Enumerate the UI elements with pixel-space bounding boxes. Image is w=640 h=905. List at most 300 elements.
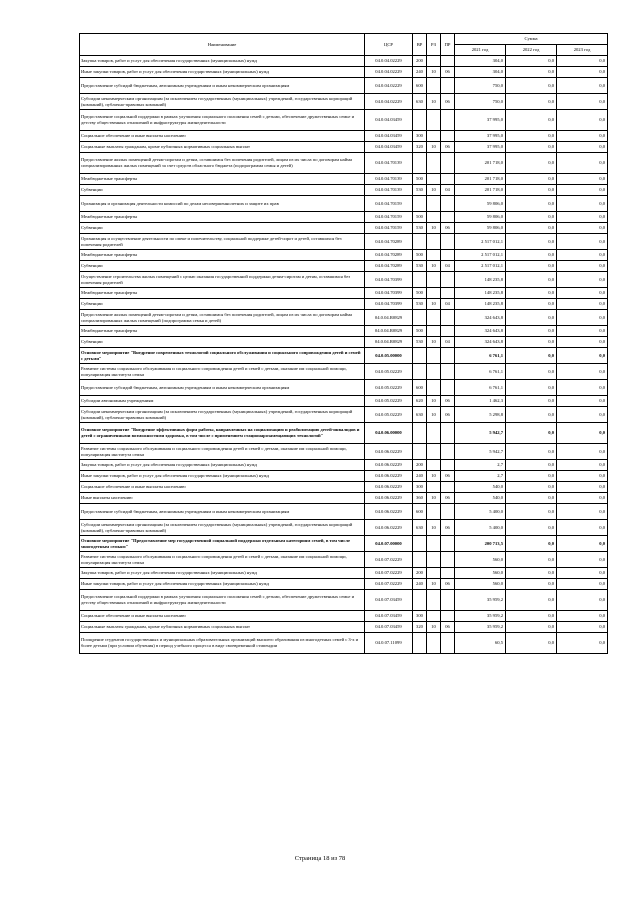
header-name: Наименование xyxy=(80,34,365,56)
table-row xyxy=(80,223,608,234)
row-name-cell: Иные выплаты населению xyxy=(80,493,365,504)
row-sum-2021-cell: 201 718,0 xyxy=(455,174,506,185)
row-sum-2022-cell: 0,0 xyxy=(506,622,557,633)
table-row xyxy=(80,142,608,153)
row-vr-cell: 530 xyxy=(413,223,427,234)
row-sum-2022-cell: 0,0 xyxy=(506,78,557,94)
row-rz-cell xyxy=(427,380,441,396)
row-sum-2023-cell: 0,0 xyxy=(557,622,608,633)
row-sum-2022-cell: 0,0 xyxy=(506,504,557,520)
table-row xyxy=(80,504,608,520)
row-sum-2022-cell: 0,0 xyxy=(506,234,557,250)
row-sum-2023-cell: 0,0 xyxy=(557,536,608,552)
row-pr-cell xyxy=(441,153,455,174)
row-vr-cell: 300 xyxy=(413,482,427,493)
row-vr-cell: 500 xyxy=(413,250,427,261)
row-sum-2022-cell: 0,0 xyxy=(506,348,557,364)
row-sum-2022-cell: 0,0 xyxy=(506,611,557,622)
row-vr-cell: 600 xyxy=(413,78,427,94)
row-sum-2021-cell: 2 517 012,1 xyxy=(455,261,506,272)
row-csr-cell: 04.0.07.11099 xyxy=(365,633,413,654)
row-rz-cell xyxy=(427,364,441,380)
row-vr-cell xyxy=(413,110,427,131)
row-sum-2022-cell: 0,0 xyxy=(506,153,557,174)
row-sum-2023-cell: 0,0 xyxy=(557,250,608,261)
row-sum-2023-cell: 0,0 xyxy=(557,261,608,272)
row-sum-2022-cell: 0,0 xyxy=(506,493,557,504)
row-csr-cell: 04.0.06.00000 xyxy=(365,423,413,444)
row-sum-2021-cell: 5 400,0 xyxy=(455,504,506,520)
row-sum-2021-cell: 37 995,0 xyxy=(455,142,506,153)
table-row xyxy=(80,536,608,552)
table-row xyxy=(80,153,608,174)
row-csr-cell: 04.0.05.02229 xyxy=(365,407,413,423)
row-sum-2023-cell: 0,0 xyxy=(557,568,608,579)
row-pr-cell: 04 xyxy=(441,337,455,348)
row-rz-cell xyxy=(427,110,441,131)
row-sum-2021-cell: 6 761,1 xyxy=(455,364,506,380)
table-row xyxy=(80,579,608,590)
row-pr-cell xyxy=(441,288,455,299)
row-name-cell: Закупка товаров, работ и услуг для обеспечения государственных (муниципальных) нужд xyxy=(80,568,365,579)
row-sum-2022-cell: 0,0 xyxy=(506,482,557,493)
table-row xyxy=(80,67,608,78)
row-sum-2021-cell: 6 761,1 xyxy=(455,380,506,396)
row-sum-2022-cell: 0,0 xyxy=(506,56,557,67)
row-sum-2023-cell: 0,0 xyxy=(557,174,608,185)
row-pr-cell xyxy=(441,196,455,212)
row-name-cell: Социальное обеспечение и иные выплаты населению xyxy=(80,611,365,622)
table-row xyxy=(80,78,608,94)
row-rz-cell xyxy=(427,212,441,223)
row-vr-cell xyxy=(413,234,427,250)
row-vr-cell: 320 xyxy=(413,142,427,153)
row-rz-cell: 10 xyxy=(427,94,441,110)
row-name-cell: Иные закупки товаров, работ и услуг для обеспечения государственных (муниципальных) нужд xyxy=(80,67,365,78)
row-pr-cell: 06 xyxy=(441,94,455,110)
table-row xyxy=(80,288,608,299)
table-row xyxy=(80,185,608,196)
row-rz-cell xyxy=(427,272,441,288)
row-csr-cell: 04.0.04.70289 xyxy=(365,234,413,250)
row-sum-2022-cell: 0,0 xyxy=(506,536,557,552)
row-csr-cell: 04.0.04.R0829 xyxy=(365,326,413,337)
row-sum-2023-cell: 0,0 xyxy=(557,611,608,622)
row-csr-cell: 04.0.06.02229 xyxy=(365,504,413,520)
row-name-cell: Иные закупки товаров, работ и услуг для обеспечения государственных (муниципальных) нужд xyxy=(80,579,365,590)
row-sum-2022-cell: 0,0 xyxy=(506,174,557,185)
row-sum-2022-cell: 0,0 xyxy=(506,67,557,78)
row-rz-cell xyxy=(427,504,441,520)
row-sum-2021-cell: 37 995,0 xyxy=(455,110,506,131)
row-sum-2022-cell: 0,0 xyxy=(506,552,557,568)
row-sum-2022-cell: 0,0 xyxy=(506,94,557,110)
row-sum-2021-cell: 750,0 xyxy=(455,94,506,110)
row-pr-cell: 06 xyxy=(441,142,455,153)
row-sum-2021-cell: 6 761,1 xyxy=(455,348,506,364)
table-row xyxy=(80,56,608,67)
row-name-cell: Социальное обеспечение и иные выплаты населению xyxy=(80,131,365,142)
row-name-cell: Субвенции xyxy=(80,337,365,348)
row-sum-2021-cell: 324 643,8 xyxy=(455,310,506,326)
row-pr-cell xyxy=(441,234,455,250)
row-csr-cell: 04.0.04.70159 xyxy=(365,212,413,223)
row-sum-2022-cell: 0,0 xyxy=(506,590,557,611)
row-pr-cell: 04 xyxy=(441,261,455,272)
row-sum-2023-cell: 0,0 xyxy=(557,423,608,444)
row-rz-cell xyxy=(427,288,441,299)
row-name-cell: Основное мероприятие "Внедрение современных технологий социального обслуживания и социального сопровождения детей и семей с детьми" xyxy=(80,348,365,364)
row-rz-cell xyxy=(427,568,441,579)
row-rz-cell xyxy=(427,348,441,364)
row-sum-2023-cell: 0,0 xyxy=(557,482,608,493)
row-vr-cell xyxy=(413,423,427,444)
row-vr-cell: 320 xyxy=(413,622,427,633)
row-sum-2021-cell: 60,5 xyxy=(455,633,506,654)
row-sum-2021-cell: 37 995,0 xyxy=(455,131,506,142)
row-sum-2021-cell: 324 643,8 xyxy=(455,326,506,337)
row-pr-cell: 06 xyxy=(441,579,455,590)
row-sum-2021-cell: 1 462,3 xyxy=(455,396,506,407)
row-sum-2022-cell: 0,0 xyxy=(506,520,557,536)
table-row xyxy=(80,552,608,568)
row-name-cell: Субсидии некоммерческим организациям (за исключением государственных (муниципальных) учреждений, государственных корпораций (компаний), публично-правовых компаний) xyxy=(80,94,365,110)
row-sum-2021-cell: 540,0 xyxy=(455,482,506,493)
row-sum-2023-cell: 0,0 xyxy=(557,288,608,299)
row-csr-cell: 04.0.04.70139 xyxy=(365,185,413,196)
table-row xyxy=(80,310,608,326)
row-sum-2023-cell: 0,0 xyxy=(557,348,608,364)
row-vr-cell: 360 xyxy=(413,493,427,504)
row-name-cell: Субсидии некоммерческим организациям (за исключением государственных (муниципальных) учреждений, государственных корпораций (компаний), публично-правовых компаний) xyxy=(80,520,365,536)
row-name-cell: Поощрение студентов государственных и муниципальных образовательных организаций высшего образования из многодетных семей с 3-х и более детьми (при условии обучения) в период учебного процесса в виде своевременной стипендии xyxy=(80,633,365,654)
table-row xyxy=(80,493,608,504)
table-row xyxy=(80,407,608,423)
row-sum-2021-cell: 5 942,7 xyxy=(455,423,506,444)
row-rz-cell xyxy=(427,153,441,174)
row-name-cell: Организация и организация деятельности комиссий по делам несовершеннолетних и защите их прав xyxy=(80,196,365,212)
row-pr-cell: 04 xyxy=(441,299,455,310)
row-csr-cell: 04.0.04.03459 xyxy=(365,110,413,131)
row-name-cell: Основное мероприятие "Предоставление мер государственной социальной поддержки отдельным категориям семей, в том числе многодетным семьям" xyxy=(80,536,365,552)
budget-table-sheet xyxy=(79,33,607,654)
row-sum-2023-cell: 0,0 xyxy=(557,185,608,196)
row-vr-cell xyxy=(413,536,427,552)
row-rz-cell: 10 xyxy=(427,185,441,196)
row-csr-cell: 04.0.04.R0829 xyxy=(365,310,413,326)
table-row xyxy=(80,568,608,579)
row-csr-cell: 04.0.06.02229 xyxy=(365,493,413,504)
header-year-2021: 2021 год xyxy=(455,45,506,56)
table-row xyxy=(80,520,608,536)
row-pr-cell: 06 xyxy=(441,520,455,536)
row-name-cell: Межбюджетные трансферты xyxy=(80,326,365,337)
row-csr-cell: 04.0.04.70289 xyxy=(365,261,413,272)
table-row xyxy=(80,234,608,250)
row-name-cell: Социальное обеспечение и иные выплаты населению xyxy=(80,482,365,493)
row-vr-cell xyxy=(413,633,427,654)
row-pr-cell xyxy=(441,110,455,131)
row-vr-cell: 300 xyxy=(413,611,427,622)
row-vr-cell: 500 xyxy=(413,288,427,299)
row-sum-2022-cell: 0,0 xyxy=(506,364,557,380)
row-sum-2022-cell: 0,0 xyxy=(506,142,557,153)
row-rz-cell xyxy=(427,460,441,471)
row-sum-2023-cell: 0,0 xyxy=(557,131,608,142)
row-sum-2023-cell: 0,0 xyxy=(557,471,608,482)
row-csr-cell: 04.0.04.70399 xyxy=(365,288,413,299)
row-pr-cell xyxy=(441,611,455,622)
row-csr-cell: 04.0.07.03459 xyxy=(365,622,413,633)
row-sum-2021-cell: 560,0 xyxy=(455,579,506,590)
row-rz-cell: 10 xyxy=(427,223,441,234)
row-pr-cell: 06 xyxy=(441,396,455,407)
row-name-cell: Иные закупки товаров, работ и услуг для обеспечения государственных (муниципальных) нужд xyxy=(80,471,365,482)
row-sum-2023-cell: 0,0 xyxy=(557,493,608,504)
table-row xyxy=(80,482,608,493)
row-pr-cell xyxy=(441,504,455,520)
row-csr-cell: 04.0.04.R0829 xyxy=(365,337,413,348)
header-year-2022: 2022 год xyxy=(506,45,557,56)
row-sum-2023-cell: 0,0 xyxy=(557,380,608,396)
row-sum-2023-cell: 0,0 xyxy=(557,633,608,654)
row-csr-cell: 04.0.07.02229 xyxy=(365,579,413,590)
row-rz-cell xyxy=(427,633,441,654)
row-sum-2023-cell: 0,0 xyxy=(557,78,608,94)
row-csr-cell: 04.0.06.02229 xyxy=(365,444,413,460)
row-csr-cell: 04.0.05.00000 xyxy=(365,348,413,364)
row-vr-cell: 600 xyxy=(413,380,427,396)
page-number: Страница 18 из 78 xyxy=(294,855,346,862)
row-name-cell: Социальные выплаты гражданам, кроме публичных нормативных социальных выплат xyxy=(80,142,365,153)
row-csr-cell: 04.0.05.02229 xyxy=(365,396,413,407)
row-name-cell: Предоставление социальной поддержки в рамках улучшения социального положения семей с детьми, обеспечение дружественных семье и детству общественных отношений и инфраструктуры жизнедеятельности xyxy=(80,110,365,131)
row-name-cell: Предоставление жилых помещений детям-сиротам и детям, оставшимся без попечения родителей, лицам из их числа по договорам найма специализированных жилых помещений (подпрограмма семья и детей) xyxy=(80,310,365,326)
row-sum-2021-cell: 560,0 xyxy=(455,568,506,579)
row-sum-2022-cell: 0,0 xyxy=(506,223,557,234)
row-rz-cell xyxy=(427,310,441,326)
row-rz-cell xyxy=(427,78,441,94)
row-csr-cell: 04.0.04.70399 xyxy=(365,299,413,310)
row-vr-cell: 600 xyxy=(413,504,427,520)
row-rz-cell xyxy=(427,590,441,611)
row-sum-2022-cell: 0,0 xyxy=(506,633,557,654)
row-csr-cell: 04.0.04.70139 xyxy=(365,174,413,185)
row-pr-cell xyxy=(441,536,455,552)
row-csr-cell: 04.0.04.02229 xyxy=(365,56,413,67)
table-row xyxy=(80,396,608,407)
row-rz-cell: 10 xyxy=(427,493,441,504)
row-vr-cell: 530 xyxy=(413,337,427,348)
row-name-cell: Предоставление социальной поддержки в рамках улучшения социального положения семей с детьми, обеспечение дружественных семье и детству общественных отношений и инфраструктуры жизнедеятельности xyxy=(80,590,365,611)
row-vr-cell xyxy=(413,153,427,174)
table-row xyxy=(80,444,608,460)
row-sum-2023-cell: 0,0 xyxy=(557,590,608,611)
table-row xyxy=(80,174,608,185)
row-rz-cell xyxy=(427,56,441,67)
row-sum-2021-cell: 304,0 xyxy=(455,67,506,78)
header-csr: ЦСР xyxy=(365,34,413,56)
table-row xyxy=(80,94,608,110)
row-rz-cell: 10 xyxy=(427,622,441,633)
header-vr: ВР xyxy=(413,34,427,56)
row-pr-cell xyxy=(441,444,455,460)
row-name-cell: Развитие системы социального обслуживания и социального сопровождения детей и семей с детьми, оказание им социальной помощи, популяризация института семьи xyxy=(80,444,365,460)
row-sum-2023-cell: 0,0 xyxy=(557,142,608,153)
header-pr: ПР xyxy=(441,34,455,56)
row-rz-cell xyxy=(427,611,441,622)
row-name-cell: Развитие системы социального обслуживания и социального сопровождения детей и семей с детьми, оказание им социальной помощи, популяризация института семьи xyxy=(80,364,365,380)
row-pr-cell xyxy=(441,174,455,185)
row-sum-2021-cell: 540,0 xyxy=(455,493,506,504)
row-csr-cell: 04.0.04.03459 xyxy=(365,131,413,142)
row-sum-2022-cell: 0,0 xyxy=(506,579,557,590)
row-csr-cell: 04.0.07.03459 xyxy=(365,590,413,611)
header-sum: Сумма xyxy=(455,34,608,45)
row-sum-2021-cell: 2,7 xyxy=(455,471,506,482)
row-pr-cell xyxy=(441,364,455,380)
table-row xyxy=(80,326,608,337)
row-pr-cell: 06 xyxy=(441,493,455,504)
row-pr-cell xyxy=(441,250,455,261)
row-sum-2023-cell: 0,0 xyxy=(557,153,608,174)
row-csr-cell: 04.0.07.03459 xyxy=(365,611,413,622)
row-sum-2022-cell: 0,0 xyxy=(506,326,557,337)
table-row xyxy=(80,212,608,223)
row-sum-2022-cell: 0,0 xyxy=(506,250,557,261)
row-sum-2022-cell: 0,0 xyxy=(506,396,557,407)
table-row xyxy=(80,380,608,396)
row-rz-cell xyxy=(427,234,441,250)
row-csr-cell: 04.0.07.02229 xyxy=(365,568,413,579)
table-row xyxy=(80,633,608,654)
row-name-cell: Закупка товаров, работ и услуг для обеспечения государственных (муниципальных) нужд xyxy=(80,56,365,67)
table-row xyxy=(80,590,608,611)
row-name-cell: Межбюджетные трансферты xyxy=(80,212,365,223)
row-vr-cell: 630 xyxy=(413,94,427,110)
row-sum-2022-cell: 0,0 xyxy=(506,288,557,299)
row-sum-2023-cell: 0,0 xyxy=(557,444,608,460)
table-row xyxy=(80,471,608,482)
row-sum-2022-cell: 0,0 xyxy=(506,568,557,579)
row-pr-cell xyxy=(441,423,455,444)
row-sum-2023-cell: 0,0 xyxy=(557,67,608,78)
row-sum-2022-cell: 0,0 xyxy=(506,423,557,444)
row-rz-cell: 10 xyxy=(427,299,441,310)
row-sum-2021-cell: 304,0 xyxy=(455,56,506,67)
table-row xyxy=(80,261,608,272)
row-vr-cell: 500 xyxy=(413,212,427,223)
row-sum-2022-cell: 0,0 xyxy=(506,299,557,310)
row-sum-2023-cell: 0,0 xyxy=(557,196,608,212)
row-csr-cell: 04.0.04.70289 xyxy=(365,250,413,261)
row-pr-cell xyxy=(441,131,455,142)
row-sum-2021-cell: 5 942,7 xyxy=(455,444,506,460)
header-year-2023: 2023 год xyxy=(557,45,608,56)
row-vr-cell: 620 xyxy=(413,396,427,407)
row-rz-cell xyxy=(427,423,441,444)
row-vr-cell: 630 xyxy=(413,407,427,423)
row-pr-cell xyxy=(441,56,455,67)
row-sum-2022-cell: 0,0 xyxy=(506,471,557,482)
row-sum-2021-cell: 750,0 xyxy=(455,78,506,94)
table-row xyxy=(80,272,608,288)
row-vr-cell: 630 xyxy=(413,520,427,536)
row-sum-2023-cell: 0,0 xyxy=(557,504,608,520)
row-sum-2023-cell: 0,0 xyxy=(557,234,608,250)
row-sum-2023-cell: 0,0 xyxy=(557,56,608,67)
row-vr-cell xyxy=(413,348,427,364)
row-csr-cell: 04.0.04.70159 xyxy=(365,223,413,234)
row-name-cell: Закупка товаров, работ и услуг для обеспечения государственных (муниципальных) нужд xyxy=(80,460,365,471)
row-sum-2022-cell: 0,0 xyxy=(506,407,557,423)
row-vr-cell: 530 xyxy=(413,261,427,272)
row-sum-2021-cell: 324 643,8 xyxy=(455,337,506,348)
header-rz: РЗ xyxy=(427,34,441,56)
row-sum-2021-cell: 201 718,0 xyxy=(455,153,506,174)
row-pr-cell: 06 xyxy=(441,67,455,78)
row-name-cell: Субвенции xyxy=(80,223,365,234)
row-vr-cell: 530 xyxy=(413,185,427,196)
row-vr-cell xyxy=(413,590,427,611)
row-rz-cell xyxy=(427,552,441,568)
row-sum-2022-cell: 0,0 xyxy=(506,272,557,288)
row-rz-cell xyxy=(427,482,441,493)
row-vr-cell: 240 xyxy=(413,579,427,590)
row-rz-cell xyxy=(427,444,441,460)
row-rz-cell xyxy=(427,131,441,142)
row-name-cell: Предоставление субсидий бюджетным, автономным учреждениям и иным некоммерческим организациям xyxy=(80,78,365,94)
row-csr-cell: 04.0.04.02229 xyxy=(365,78,413,94)
row-vr-cell: 200 xyxy=(413,568,427,579)
row-vr-cell: 200 xyxy=(413,56,427,67)
row-csr-cell: 04.0.06.02229 xyxy=(365,471,413,482)
row-rz-cell: 10 xyxy=(427,261,441,272)
row-sum-2023-cell: 0,0 xyxy=(557,407,608,423)
row-pr-cell xyxy=(441,590,455,611)
row-sum-2022-cell: 0,0 xyxy=(506,212,557,223)
row-pr-cell xyxy=(441,212,455,223)
table-row xyxy=(80,131,608,142)
row-vr-cell: 300 xyxy=(413,131,427,142)
row-vr-cell xyxy=(413,364,427,380)
row-pr-cell: 06 xyxy=(441,407,455,423)
row-vr-cell: 530 xyxy=(413,299,427,310)
row-rz-cell: 10 xyxy=(427,520,441,536)
row-name-cell: Субвенции xyxy=(80,185,365,196)
row-vr-cell: 240 xyxy=(413,67,427,78)
row-name-cell: Предоставление субсидий бюджетным, автономным учреждениям и иным некоммерческим организациям xyxy=(80,380,365,396)
row-sum-2021-cell: 148 235,8 xyxy=(455,288,506,299)
row-sum-2023-cell: 0,0 xyxy=(557,94,608,110)
row-sum-2023-cell: 0,0 xyxy=(557,579,608,590)
row-sum-2021-cell: 59 806,0 xyxy=(455,196,506,212)
table-row xyxy=(80,622,608,633)
row-sum-2021-cell: 2 517 012,1 xyxy=(455,250,506,261)
row-sum-2023-cell: 0,0 xyxy=(557,520,608,536)
row-vr-cell xyxy=(413,272,427,288)
row-pr-cell xyxy=(441,310,455,326)
row-vr-cell xyxy=(413,444,427,460)
row-sum-2021-cell: 2 517 012,1 xyxy=(455,234,506,250)
row-pr-cell: 06 xyxy=(441,223,455,234)
row-pr-cell xyxy=(441,552,455,568)
budget-table xyxy=(79,33,608,654)
row-rz-cell: 10 xyxy=(427,579,441,590)
row-csr-cell: 04.0.07.00000 xyxy=(365,536,413,552)
row-pr-cell: 06 xyxy=(441,622,455,633)
table-row xyxy=(80,611,608,622)
